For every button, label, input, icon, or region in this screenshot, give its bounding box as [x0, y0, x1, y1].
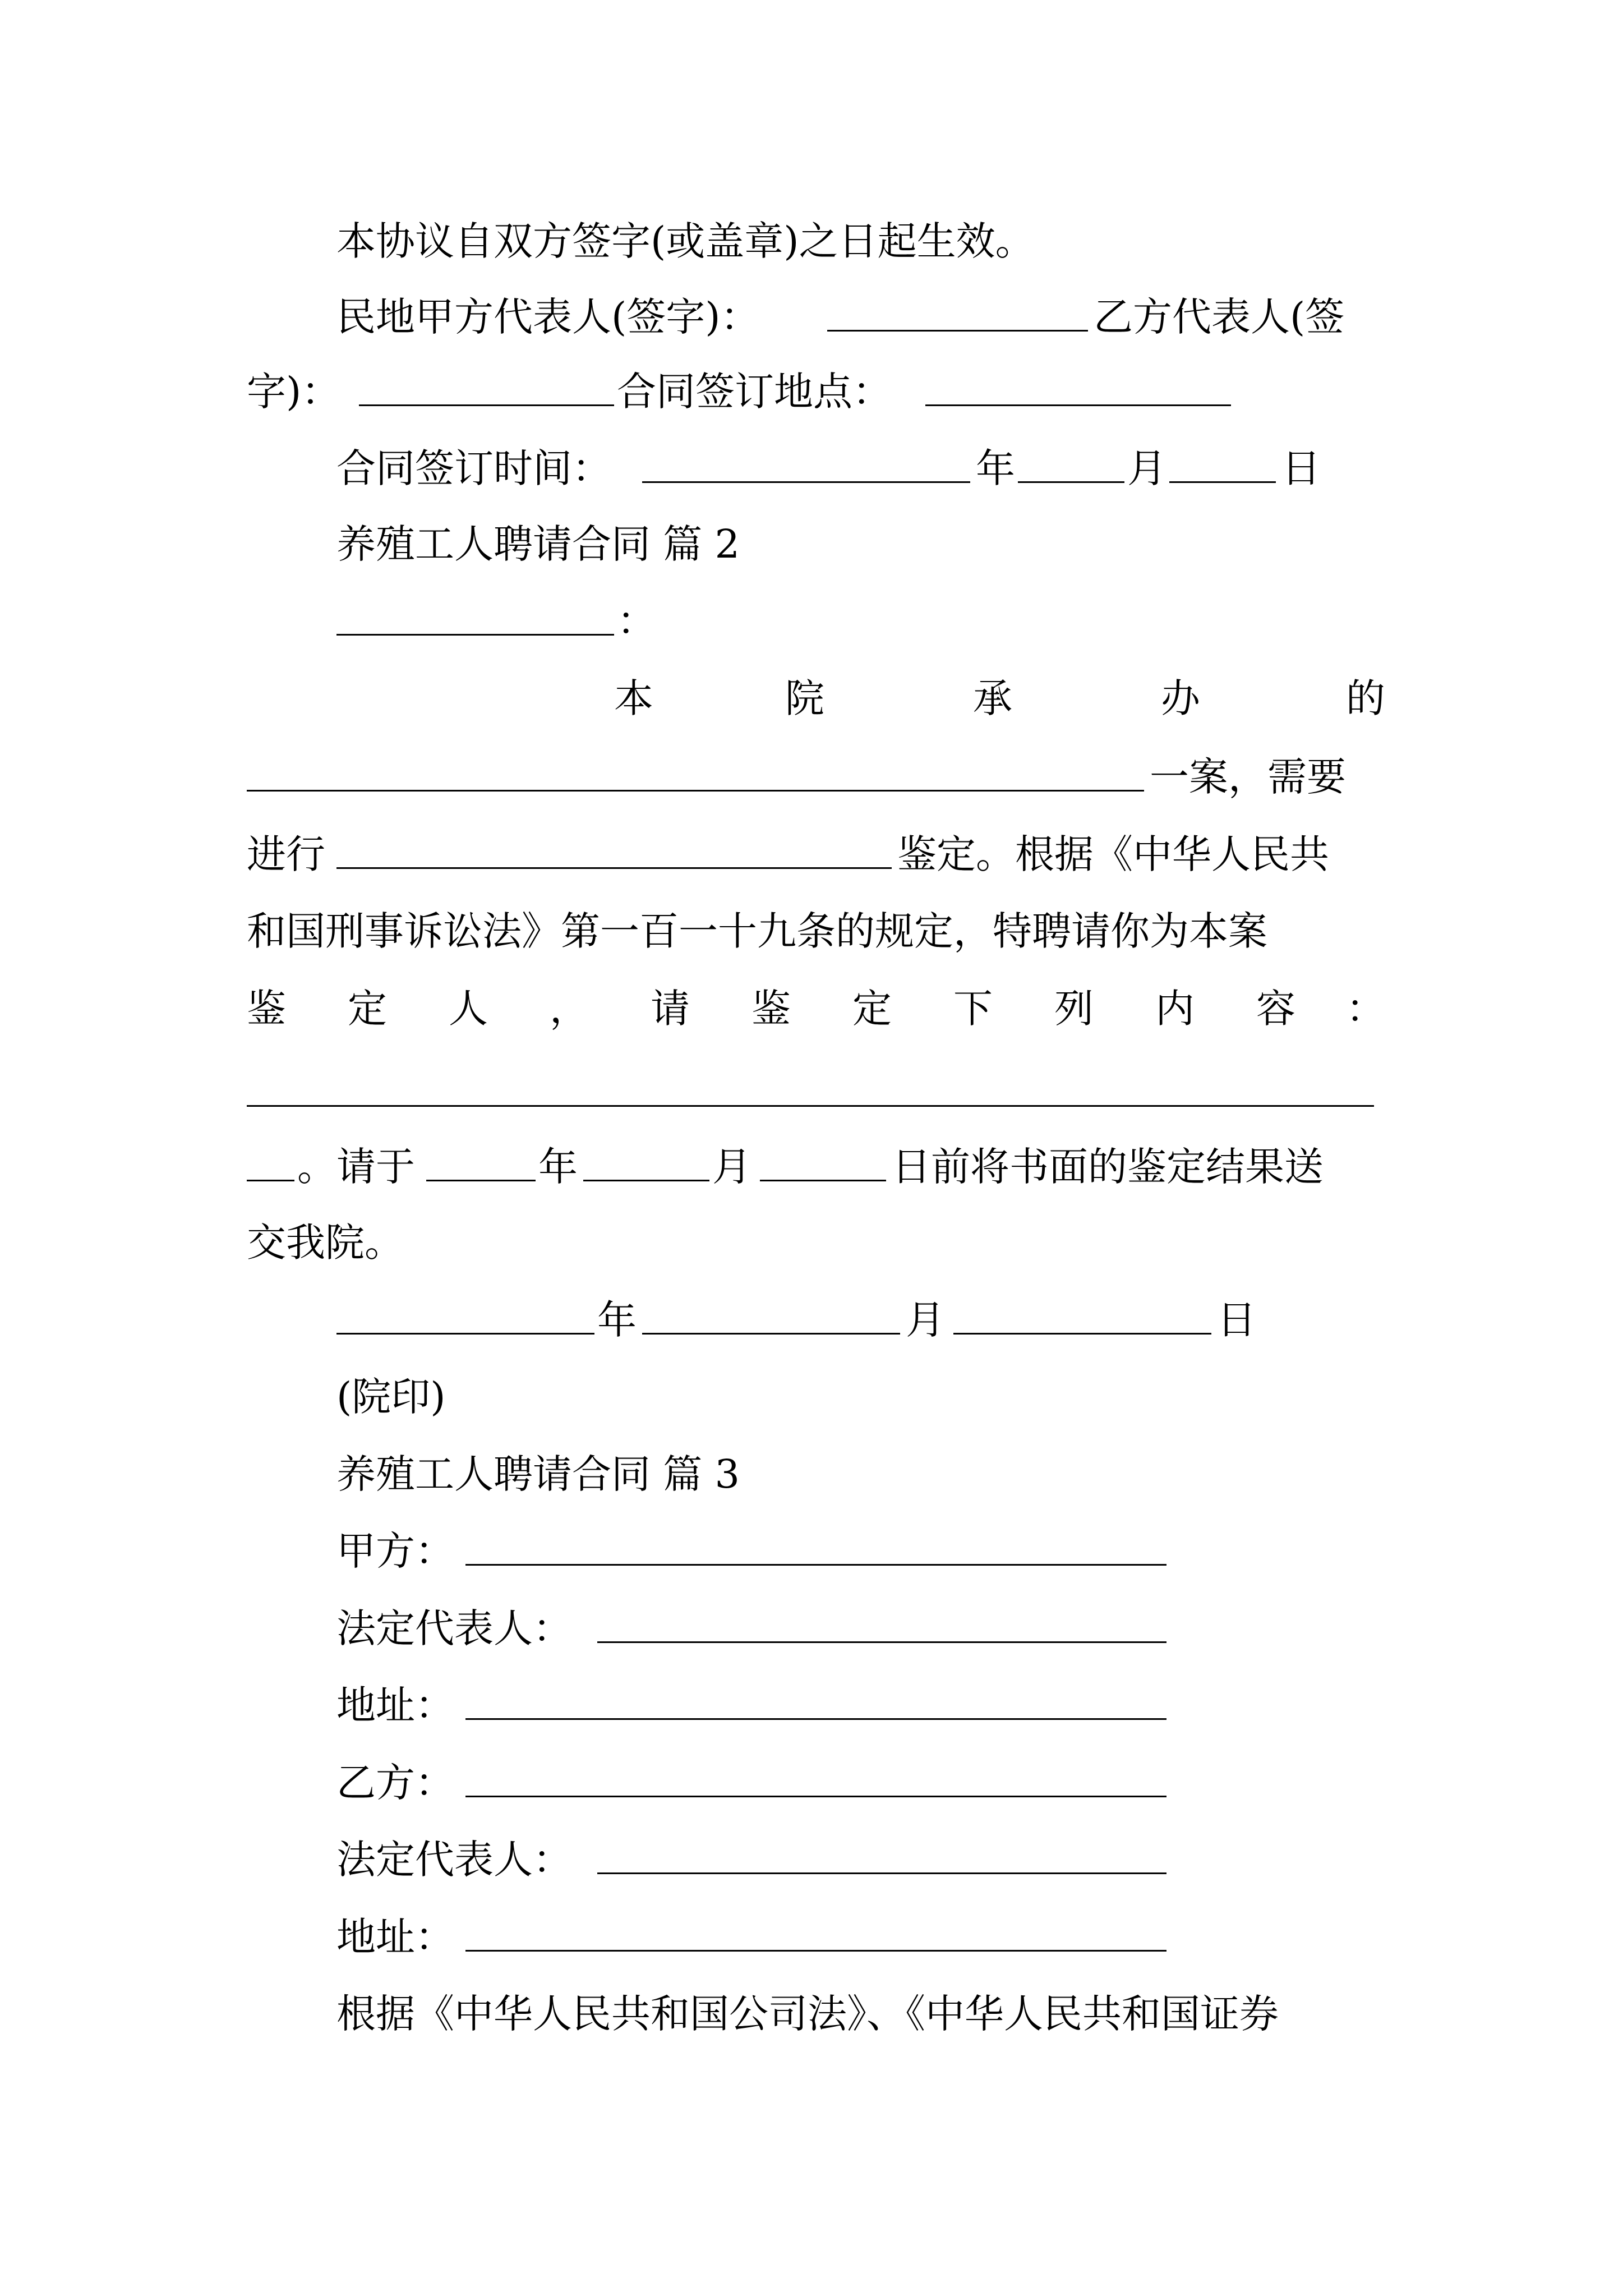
blank-field[interactable]: [583, 1180, 709, 1181]
signing-date-line: 合同签订时间： 年 月 日: [336, 445, 1321, 491]
blank-field[interactable]: [827, 330, 1088, 332]
blank-field[interactable]: [597, 1641, 1166, 1643]
party-a-field: 甲方：: [0, 1520, 1623, 1582]
blank-field[interactable]: [465, 1950, 1166, 1952]
party-b-field: 乙方：: [0, 1752, 1623, 1814]
blank-field[interactable]: [642, 1333, 900, 1335]
section-heading-3: 养殖工人聘请合同 篇 3: [336, 1451, 740, 1497]
addressee-line: ：: [0, 590, 1623, 652]
appraiser-line: 鉴 定 人 ， 请 鉴 定 下 列 内 容 ：: [247, 986, 1385, 1032]
party-b-address-field: 地址：: [0, 1906, 1623, 1968]
effective-text: 本协议自双方签字(或盖章)之日起生效。: [336, 218, 1035, 264]
case-blank-line: 一案，需要: [0, 746, 1623, 808]
blank-field[interactable]: [953, 1333, 1211, 1335]
blank-field[interactable]: [247, 1180, 294, 1181]
blank-field[interactable]: [247, 790, 1144, 792]
blank-field[interactable]: [642, 481, 970, 483]
blank-field[interactable]: [760, 1180, 886, 1181]
court-seal: (院印): [336, 1374, 446, 1420]
party-a-legal-rep-field: 法定代表人：: [0, 1598, 1623, 1659]
blank-field[interactable]: [465, 1796, 1166, 1797]
blank-field[interactable]: [465, 1718, 1166, 1720]
law-citation-line: 和国刑事诉讼法》第一百一十九条的规定，特聘请你为本案: [247, 908, 1267, 954]
blank-field[interactable]: [336, 1333, 594, 1335]
blank-field[interactable]: [597, 1872, 1166, 1874]
deadline-line: 。请于 年 月 日前将书面的鉴定结果送: [0, 1136, 1623, 1198]
court-case-line: 本 院 承 办 的: [614, 675, 1385, 721]
blank-field[interactable]: [1018, 481, 1124, 483]
section-heading-2: 养殖工人聘请合同 篇 2: [336, 521, 740, 567]
signing-place-line: 字)： 合同签订地点：: [0, 361, 1623, 422]
appraisal-line: 进行 鉴定。根据《中华人民共: [247, 831, 1329, 877]
blank-field[interactable]: [336, 867, 892, 869]
party-a-signature-line: 民地甲方代表人(签字)： 乙方代表人(签: [336, 294, 1345, 340]
blank-field[interactable]: [426, 1180, 536, 1181]
party-a-address-field: 地址：: [0, 1674, 1623, 1736]
party-b-legal-rep-field: 法定代表人：: [0, 1829, 1623, 1890]
effective-clause: [0, 210, 1623, 272]
blank-field[interactable]: [925, 404, 1231, 406]
blank-field[interactable]: [465, 1564, 1166, 1566]
date-line: 年 月 日: [0, 1289, 1623, 1351]
submit-line: 交我院。: [247, 1220, 404, 1266]
court-seal-line: [0, 1366, 1623, 1428]
legal-basis-line: 根据《中华人民共和国公司法》、《中华人民共和国证券: [336, 1991, 1279, 2037]
blank-field[interactable]: [1169, 481, 1276, 483]
blank-field[interactable]: [336, 634, 614, 636]
content-blank-field[interactable]: [247, 1105, 1374, 1107]
blank-field[interactable]: [359, 404, 614, 406]
